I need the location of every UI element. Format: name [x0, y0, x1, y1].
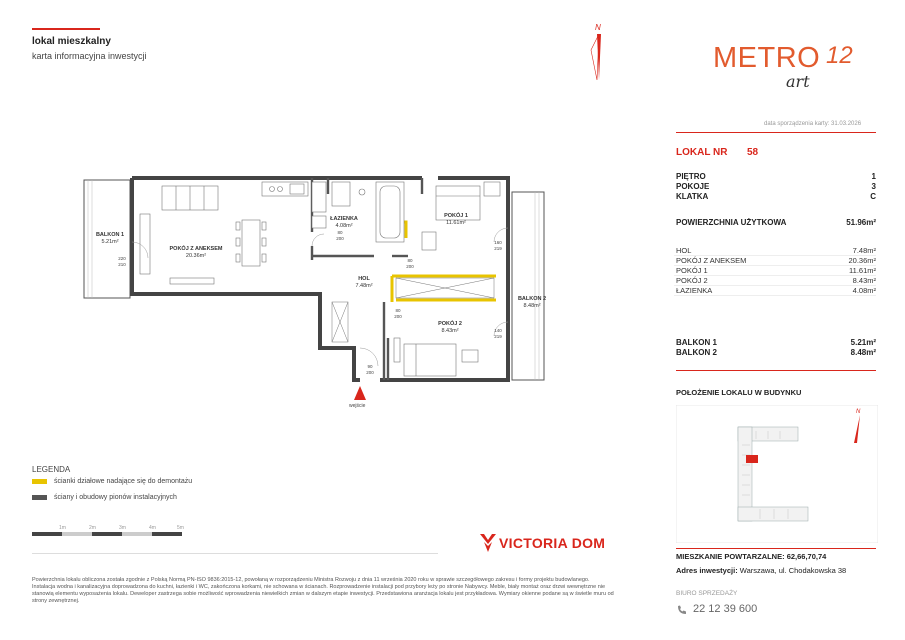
brand-name: VICTORIA DOM: [499, 535, 606, 551]
room-label: POKÓJ 1: [676, 266, 708, 275]
divider: [676, 370, 876, 371]
legend-swatch-gray: [32, 495, 47, 500]
room-value: 11.61m²: [849, 266, 876, 275]
svg-text:220: 220: [118, 256, 126, 261]
plan-label-p1: POKÓJ 1: [444, 213, 468, 219]
plan-label-aneks: POKÓJ Z ANEKSEM: [169, 246, 223, 252]
svg-text:200: 200: [394, 314, 402, 319]
balcony-label: BALKON 1: [676, 338, 717, 347]
legend-title: LEGENDA: [32, 465, 71, 474]
header-accent-bar: [32, 28, 100, 30]
document-type: lokal mieszkalny: [32, 36, 111, 47]
room-value: 20.36m²: [848, 256, 876, 265]
living-furniture: [140, 186, 266, 284]
logo-metro: METRO: [713, 42, 821, 74]
svg-text:210: 210: [118, 262, 126, 267]
scale-label: 5m: [177, 525, 184, 531]
detail-label-staircase: KLATKA: [676, 192, 709, 201]
bedroom-2-furniture: [394, 338, 478, 376]
lokal-label: LOKAL NR: [676, 147, 728, 158]
room-label: HOL: [676, 246, 692, 255]
detail-value-floor: 1: [871, 172, 876, 181]
svg-text:90: 90: [367, 364, 373, 369]
usable-area-label: POWIERZCHNIA UŻYTKOWA: [676, 218, 787, 227]
entrance-label: wejście: [349, 403, 366, 408]
logo-art: art: [786, 72, 810, 91]
north-label: N: [595, 23, 601, 32]
plan-area-p2: 8.43m²: [441, 328, 459, 334]
investment-address: Adres inwestycji: Warszawa, ul. Chodakowska 38: [676, 566, 847, 575]
room-row: [674, 285, 876, 296]
plan-area-balkon2: 8.48m²: [523, 303, 541, 309]
scale-label: 1m: [59, 525, 66, 531]
building-location-map: [676, 405, 878, 543]
svg-text:200: 200: [406, 264, 414, 269]
floor-plan: [76, 172, 566, 408]
bathroom-fixtures: [332, 182, 404, 242]
svg-text:80: 80: [395, 308, 401, 313]
legend-label-yellow: ścianki działowe nadające się do demontażu: [54, 478, 193, 485]
svg-text:200: 200: [366, 370, 374, 375]
room-label: POKÓJ 2: [676, 276, 708, 285]
scale-label: 3m: [119, 525, 126, 531]
svg-text:140: 140: [494, 328, 502, 333]
phone-icon: [676, 604, 688, 616]
svg-text:80: 80: [337, 230, 343, 235]
victoria-dom-logo-icon: [478, 532, 498, 554]
svg-text:200: 200: [336, 236, 344, 241]
location-title: POŁOŻENIE LOKALU W BUDYNKU: [676, 388, 802, 397]
plan-label-balkon2: BALKON 2: [517, 296, 547, 302]
office-phone[interactable]: 22 12 39 600: [693, 603, 758, 615]
detail-label-floor: PIĘTRO: [676, 172, 706, 181]
plan-area-p1: 11.61m²: [446, 220, 466, 226]
plan-label-lazienka: ŁAZIENKA: [330, 216, 358, 222]
balcony-value: 5.21m²: [850, 338, 876, 347]
svg-text:80: 80: [407, 258, 413, 263]
entrance-arrow-icon: [354, 386, 366, 400]
plan-label-balkon1: BALKON 1: [95, 232, 125, 238]
document-subtitle: karta informacyjna inwestycji: [32, 51, 147, 61]
detail-label-rooms: POKOJE: [676, 182, 710, 191]
balcony-label: BALKON 2: [676, 348, 717, 357]
room-value: 8.43m²: [852, 276, 876, 285]
plan-area-lazienka: 4.08m²: [335, 223, 353, 229]
scale-label: 4m: [149, 525, 156, 531]
svg-text:160: 160: [494, 240, 502, 245]
repeat-label: MIESZKANIE POWTARZALNE: 62,66,70,74: [676, 552, 827, 561]
plan-label-p2: POKÓJ 2: [438, 321, 462, 327]
office-label: BIURO SPRZEDAŻY: [676, 590, 738, 597]
logo-number: 12: [826, 42, 853, 69]
scale-label: 2m: [89, 525, 96, 531]
plan-label-hol: HOL: [358, 276, 370, 282]
svg-text:219: 219: [494, 334, 502, 339]
divider: [676, 132, 876, 133]
room-label: ŁAZIENKA: [676, 286, 713, 295]
divider: [676, 548, 876, 549]
plan-area-aneks: 20.36m²: [185, 253, 207, 259]
apartment-highlight: [746, 455, 758, 463]
plan-area-hol: 7.48m²: [355, 283, 373, 289]
balcony-value: 8.48m²: [850, 348, 876, 357]
balcony-2: [512, 192, 547, 380]
creation-date: data sporządzenia karty: 31.03.2026: [764, 121, 862, 127]
legend-swatch-yellow: [32, 479, 47, 484]
legend-label-gray: ściany i obudowy pionów instalacyjnych: [54, 494, 177, 501]
detail-value-staircase: C: [870, 192, 876, 201]
north-arrow-icon: [583, 20, 613, 82]
svg-text:219: 219: [494, 246, 502, 251]
lokal-number: 58: [747, 147, 759, 158]
room-value: 4.08m²: [852, 286, 876, 295]
room-label: POKÓJ Z ANEKSEM: [676, 256, 747, 265]
plan-area-balkon1: 5.21m²: [101, 239, 119, 245]
divider: [32, 553, 438, 554]
room-value: 7.48m²: [852, 246, 876, 255]
footer-disclaimer: Powierzchnia lokalu obliczona została zgodnie z Polską Normą PN-ISO 9836:2015-12, powołaną w rozporządzeniu Ministra Rozwoju z dnia 11 września 2020 roku w sprawie szczegółowego zakresu i formy projektu budowlanego. Instalacja wodna i kanalizacyjna doprowadzona do kuchni, łazienki i WC, zakończona korkami, nie schowana w ścianach. Rozprowadzenie instalacji pod przybory leży po stronie Nabywcy. Meble, biały montaż oraz drzwi wewnętrzne nie stanowią elementu wyposażenia lokalu. Deweloper zastrzega sobie możliwość wprowadzenia niewielkich zmian w dalszym etapie inwestycji. Przedstawiona aranżacja lokalu jest przykładowa. Wymiary okienne podane są w świetle muru od strony zewnętrznej.: [32, 577, 614, 604]
detail-value-rooms: 3: [871, 182, 876, 191]
kitchen-furniture: [262, 182, 326, 228]
usable-area-value: 51.96m²: [846, 218, 876, 227]
scale-bar: [32, 522, 192, 542]
svg-text:N: N: [856, 409, 861, 415]
